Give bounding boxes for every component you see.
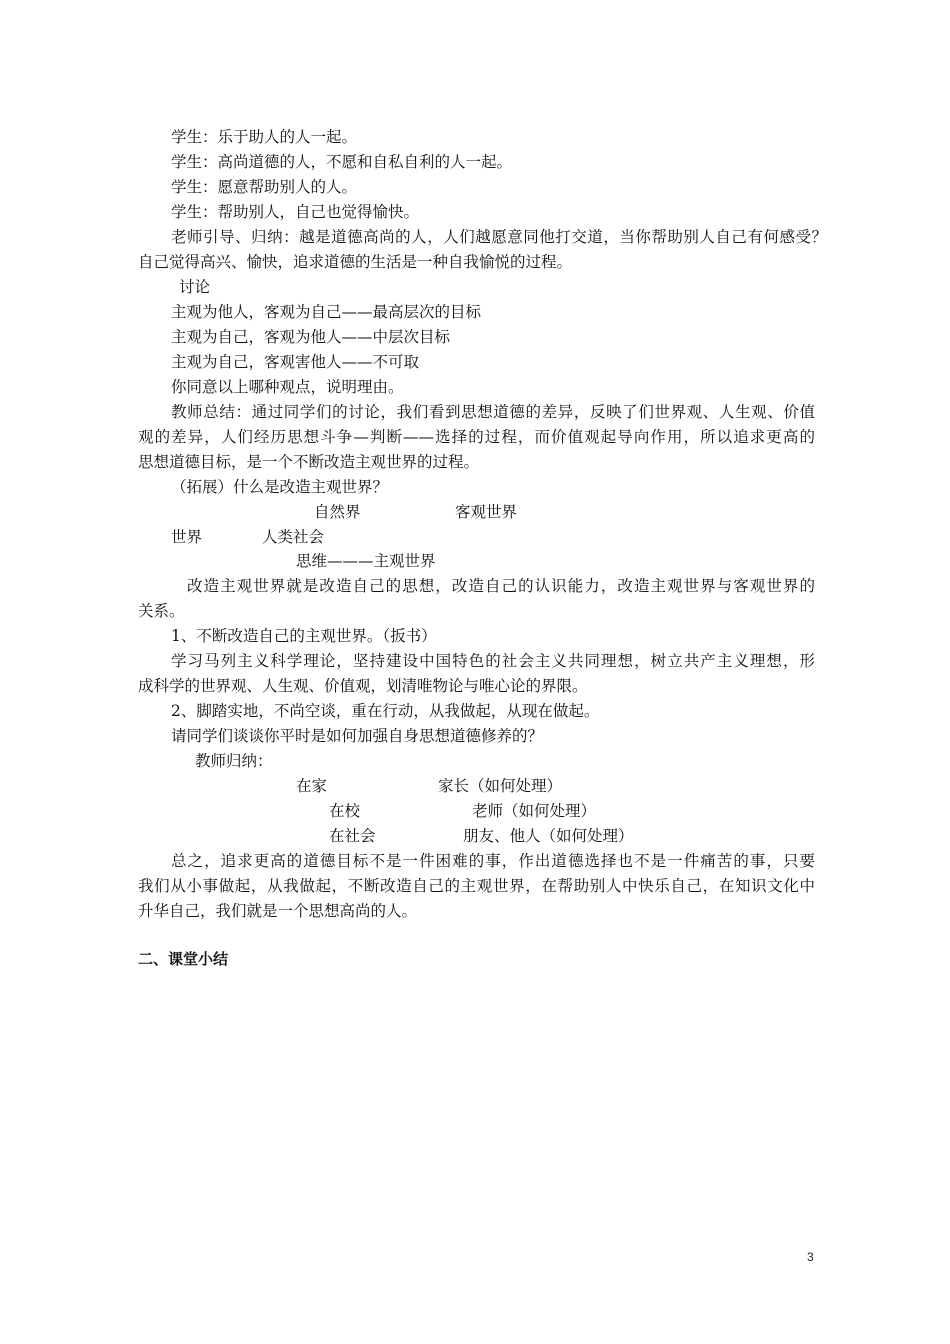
point-1-body-line-2: 成科学的世界观、人生观、价值观，划清唯物论与唯心论的界限。 bbox=[138, 677, 588, 695]
transform-explain-line-2: 关系。 bbox=[138, 602, 185, 620]
setting-home-handling: 家长（如何处理） bbox=[438, 777, 563, 795]
student-answer-4: 学生：帮助别人，自己也觉得愉快。 bbox=[171, 203, 420, 221]
extension-question: （拓展）什么是改造主观世界？ bbox=[171, 478, 389, 496]
section-heading: 二、课堂小结 bbox=[138, 950, 229, 968]
viewpoint-1: 主观为他人，客观为自己——最高层次的目标 bbox=[171, 303, 482, 321]
setting-home: 在家 bbox=[296, 777, 328, 795]
diagram-objective-world: 客观世界 bbox=[455, 503, 518, 521]
teacher-summary-line-2: 观的差异，人们经历思想斗争—判断——选择的过程，而价值观起导向作用，所以追求更高的 bbox=[138, 428, 815, 446]
student-answer-1: 学生：乐于助人的人一起。 bbox=[171, 128, 358, 146]
diagram-human-society: 人类社会 bbox=[262, 528, 325, 546]
transform-explain-line-1: 改造主观世界就是改造自己的思想，改造自己的认识能力，改造主观世界与客观世界的 bbox=[187, 577, 815, 595]
teacher-summary-line-3: 思想道德目标，是一个不断改造主观世界的过程。 bbox=[138, 453, 480, 471]
student-answer-2: 学生：高尚道德的人，不愿和自私自利的人一起。 bbox=[171, 153, 513, 171]
conclusion-line-3: 升华自己，我们就是一个思想高尚的人。 bbox=[138, 902, 418, 920]
point-2-heading: 2、脚踏实地，不尚空谈，重在行动，从我做起，从现在做起。 bbox=[171, 702, 600, 720]
setting-society: 在社会 bbox=[329, 827, 376, 845]
diagram-nature: 自然界 bbox=[314, 503, 361, 521]
discussion-label: 讨论 bbox=[179, 278, 211, 296]
setting-school: 在校 bbox=[329, 802, 361, 820]
point-1-body-line-1: 学习马列主义科学理论，坚持建设中国特色的社会主义共同理想，树立共产主义理想，形 bbox=[171, 652, 815, 670]
viewpoint-2: 主观为自己，客观为他人——中层次目标 bbox=[171, 328, 451, 346]
viewpoint-3: 主观为自己，客观害他人——不可取 bbox=[171, 353, 420, 371]
self-cultivation-question: 请同学们谈谈你平时是如何加强自身思想道德修养的？ bbox=[171, 727, 544, 745]
setting-society-handling: 朋友、他人（如何处理） bbox=[463, 827, 634, 845]
diagram-thinking: 思维———主观世界 bbox=[296, 552, 436, 570]
teacher-guide-line-1: 老师引导、归纳：越是道德高尚的人，人们越愿意同他打交道，当你帮助别人自己有何感受？ bbox=[171, 228, 827, 246]
conclusion-line-1: 总之，追求更高的道德目标不是一件困难的事，作出道德选择也不是一件痛苦的事，只要 bbox=[171, 852, 815, 870]
setting-school-handling: 老师（如何处理） bbox=[472, 802, 597, 820]
page-number: 3 bbox=[807, 1250, 814, 1264]
student-answer-3: 学生：愿意帮助别人的人。 bbox=[171, 178, 358, 196]
teacher-conclusion-label: 教师归纳： bbox=[195, 752, 273, 770]
teacher-summary-line-1: 教师总结：通过同学们的讨论，我们看到思想道德的差异，反映了们世界观、人生观、价值 bbox=[171, 403, 815, 421]
diagram-world: 世界 bbox=[171, 528, 203, 546]
teacher-guide-line-2: 自己觉得高兴、愉快，追求道德的生活是一种自我愉悦的过程。 bbox=[138, 253, 573, 271]
question-line: 你同意以上哪种观点，说明理由。 bbox=[171, 378, 404, 396]
conclusion-line-2: 我们从小事做起，从我做起，不断改造自己的主观世界，在帮助别人中快乐自己，在知识文化中 bbox=[138, 877, 815, 895]
point-1-heading: 1、不断改造自己的主观世界。（扳书） bbox=[171, 627, 437, 645]
